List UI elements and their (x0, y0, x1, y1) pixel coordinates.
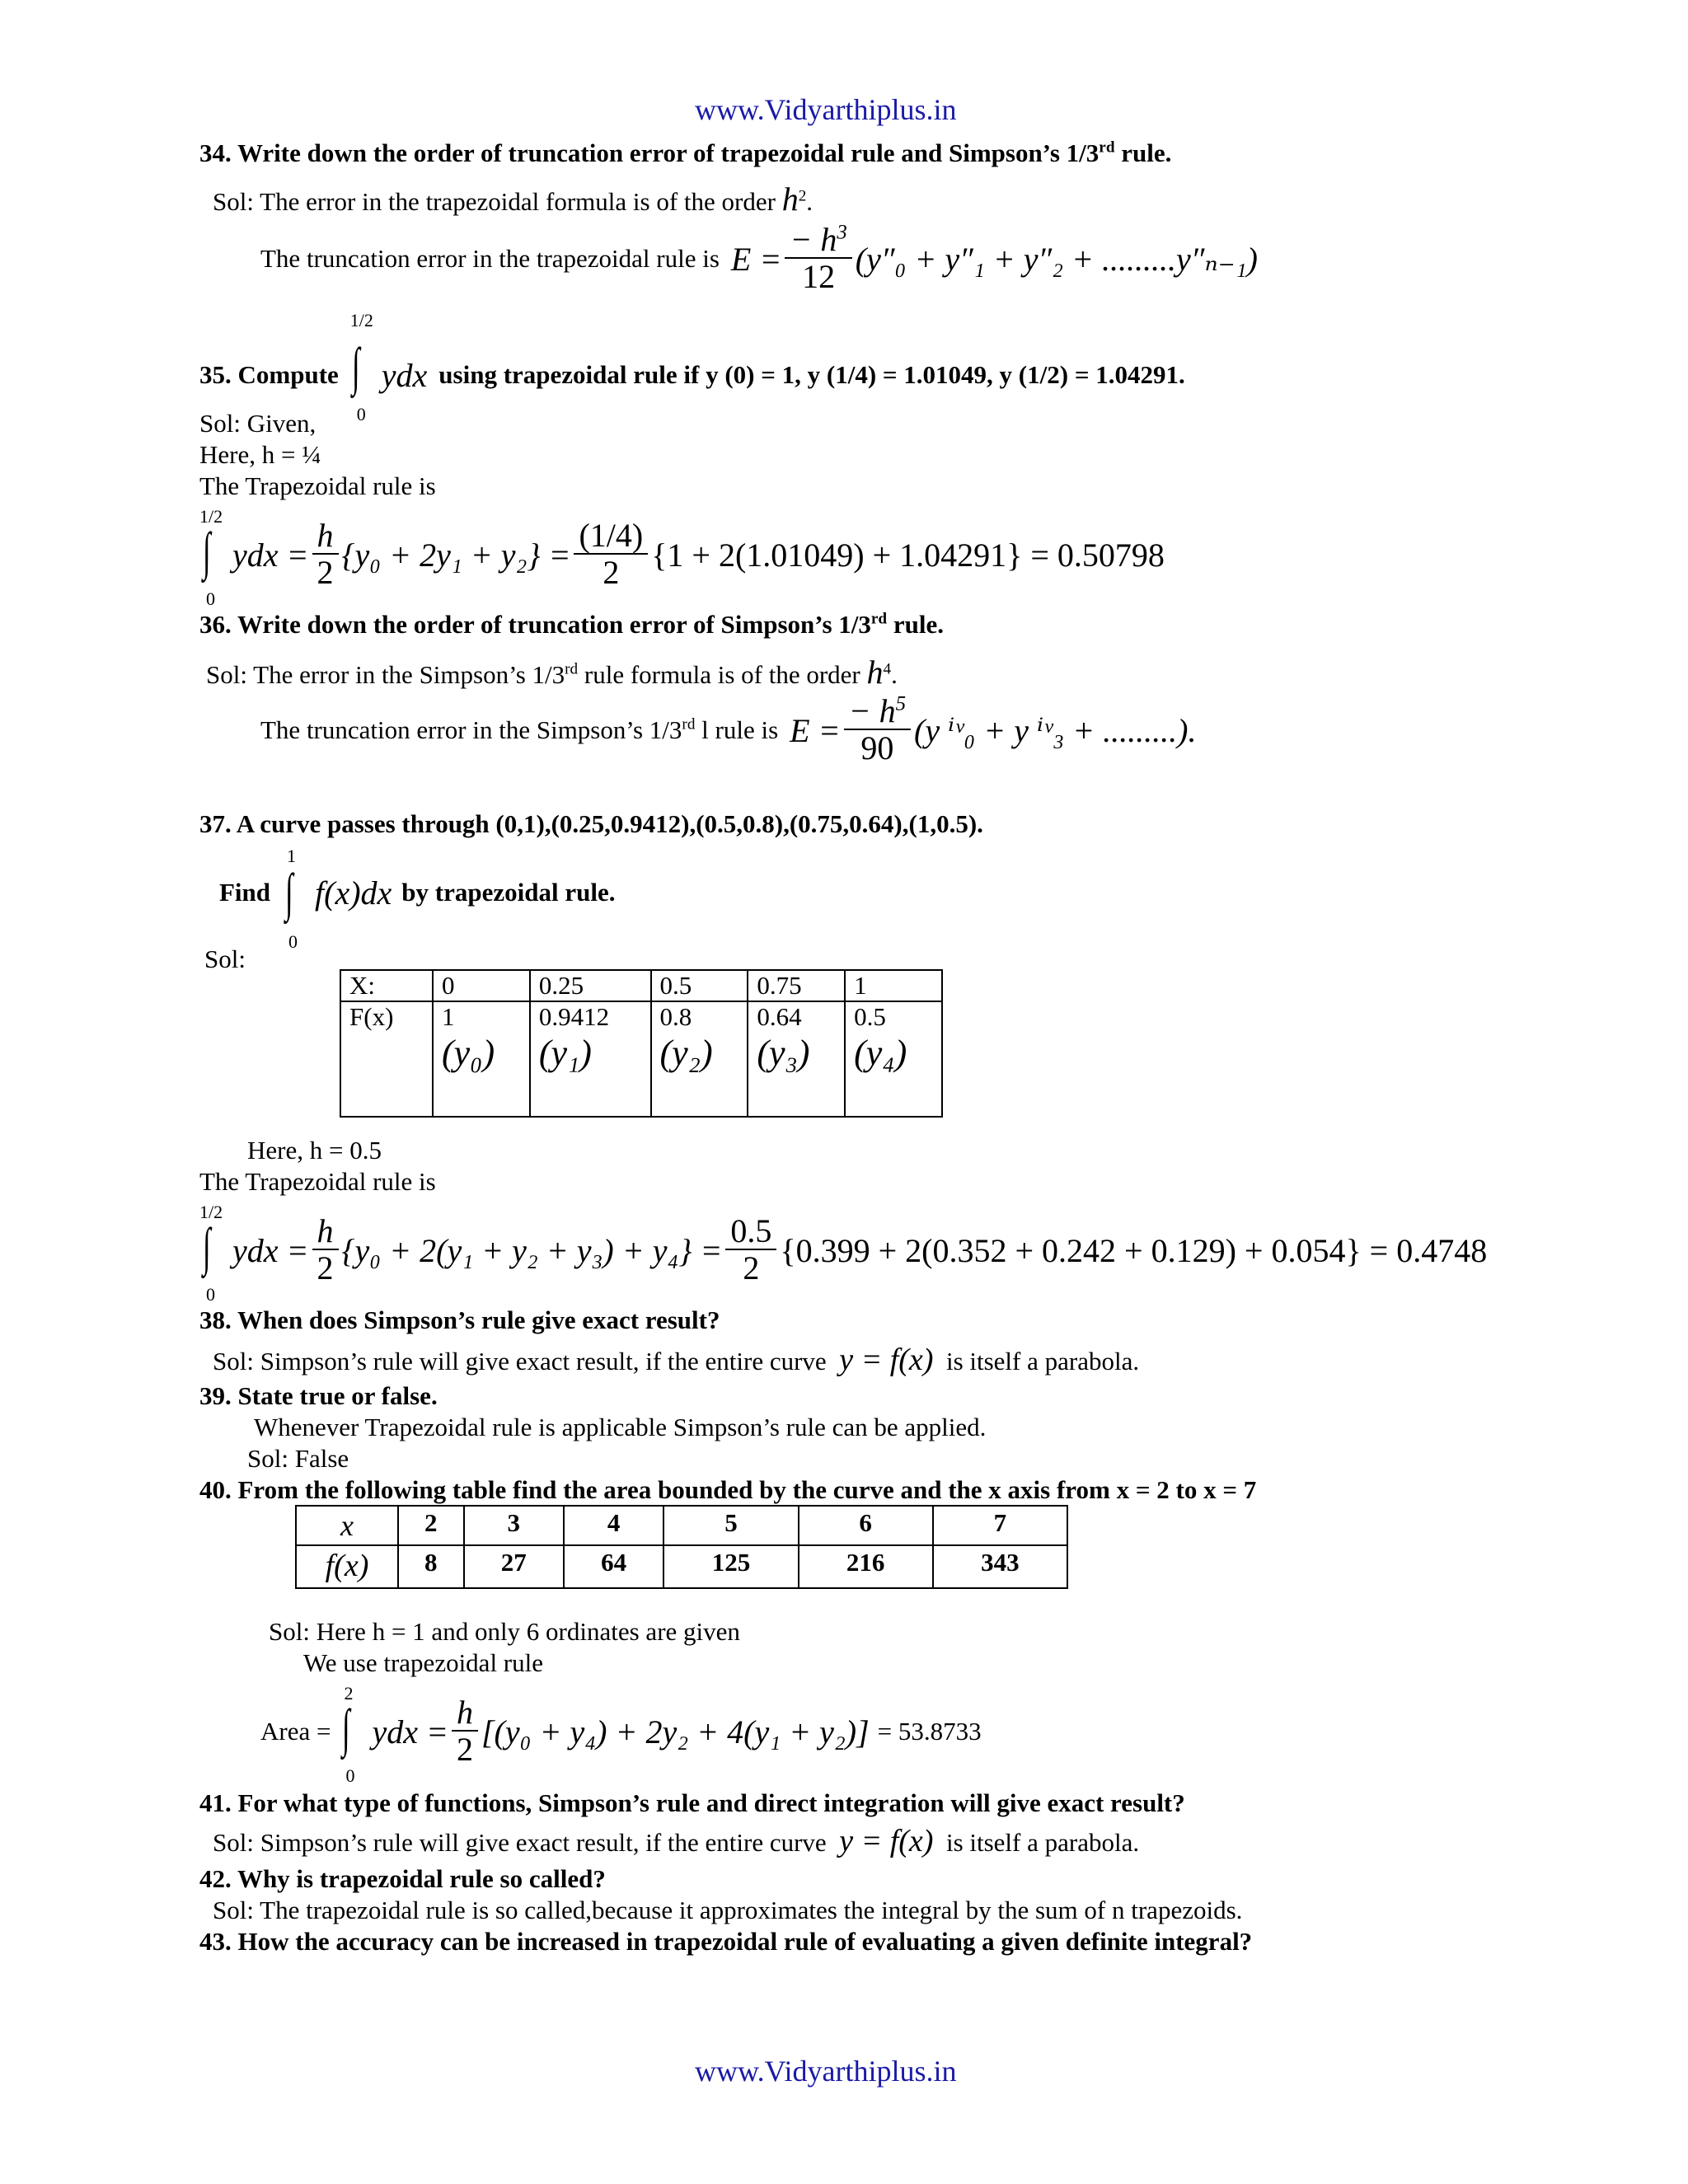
q41-title: 41. For what type of functions, Simpson’s rule and direct integration will give exact result? (199, 1788, 1185, 1817)
q34-sol-exp: 2 (798, 187, 807, 205)
q36-sol: Sol: The error in the Simpson’s 1/3rd rule formula is of the order $h^4$. (206, 654, 898, 691)
q37-formula-ydx: ydx = (232, 1231, 309, 1269)
y-label: (y₄) (854, 1033, 907, 1073)
q34-e-lhs: E = (730, 240, 782, 278)
q35-title-b: using trapezoidal rule if y (0) = 1, y (1/4) = 1.01049, y (1/2) = 1.04291. (438, 360, 1185, 389)
q36-sol-exp: 4 (883, 660, 892, 678)
q35-lower-limit: 0 (356, 404, 366, 424)
q35-upper-limit: 1/2 (349, 310, 373, 330)
q34-e-series: (y″₀ + y″₁ + y″₂ + .........y″ₙ₋₁) (855, 240, 1258, 278)
table-cell: 343 (933, 1545, 1067, 1588)
f-value: 0.9412 (538, 1002, 610, 1031)
table-cell: 1 (845, 970, 942, 1001)
table-cell: 125 (663, 1545, 798, 1588)
table-cell (845, 1001, 942, 1117)
table-row (340, 1001, 942, 1117)
q36-trunc-b: l rule is (695, 715, 779, 744)
q40-table (295, 1505, 1068, 1589)
q40-f-label: f(x) (296, 1545, 398, 1588)
y-label: (y₁) (538, 1033, 592, 1073)
q37-find-a: Find (219, 878, 271, 907)
table-cell: 64 (564, 1545, 663, 1588)
q35-integral-sign: 1/2 ∫ 0 (349, 310, 373, 424)
f-value: 1 (442, 1002, 455, 1031)
q37-formula-upper: 1/2 (199, 1202, 223, 1222)
q35-formula-upper: 1/2 (199, 506, 223, 527)
q38-sol-a: Sol: Simpson’s rule will give exact result, if the entire curve (213, 1347, 827, 1376)
q43-title: 43. How the accuracy can be increased in trapezoidal rule of evaluating a given definite integral? (199, 1927, 1253, 1956)
q37-h: h (312, 1214, 339, 1250)
q37-formula-braces: {y₀ + 2(y₁ + y₂ + y₃) + y₄} = (341, 1231, 723, 1269)
q34-title-text: 34. Write down the order of truncation error of trapezoidal rule and Simpson’s 1/3 (199, 138, 1100, 167)
q36-trunc-label (260, 715, 778, 745)
table-cell: 0 (433, 970, 530, 1001)
q36-title-sup: rd (870, 610, 888, 628)
q42-sol: Sol: The trapezoidal rule is so called,because it approximates the integral by the sum of n trapezoids. (213, 1896, 1243, 1924)
table-cell: 0.75 (748, 970, 845, 1001)
q37-den2: 2 (743, 1249, 760, 1286)
q36-title-text: 36. Write down the order of truncation error of Simpson’s 1/3 (199, 610, 871, 639)
q36-e-lhs: E = (790, 711, 841, 749)
q37-table (340, 969, 943, 1118)
q37-find (219, 846, 616, 952)
q36-sol-var: h (866, 654, 884, 691)
table-cell: 4 (564, 1506, 663, 1545)
q40-bracket-expr: [(y₀ + y₄) + 2y₂ + 4(y₁ + y₂)] (481, 1713, 870, 1750)
q40-x-label: x (296, 1506, 398, 1545)
q37-formula-h-over-2 (312, 1214, 339, 1286)
q40-two: 2 (456, 1731, 473, 1768)
q34-e-num-exp: 3 (837, 221, 847, 244)
q35-formula-integral: 1/2 ∫ 0 (199, 506, 223, 609)
q35-formula-ydx: ydx = (232, 536, 309, 574)
q37-integral-sign: 1 ∫ 0 (284, 846, 298, 952)
q35-formula-braces: {y₀ + 2y₁ + y₂} = (341, 536, 571, 574)
q37-upper-limit: 1 (287, 846, 297, 866)
table-cell: 7 (933, 1506, 1067, 1545)
q35-formula-lower: 0 (206, 588, 215, 609)
q35-h: h (312, 518, 339, 555)
q41-sol-b: is itself a parabola. (945, 1828, 1140, 1857)
q34-title-sup: rd (1099, 138, 1115, 157)
header-site-link[interactable]: www.Vidyarthiplus.in (695, 93, 957, 126)
q37-f-label: F(x) (340, 1001, 433, 1117)
q40-title: 40. From the following table find the area bounded by the curve and the x axis from x = 2 to x = 7 (199, 1475, 1257, 1504)
table-cell: 0.25 (530, 970, 651, 1001)
q38-sol (213, 1342, 1139, 1378)
f-value: 0.64 (757, 1002, 802, 1031)
q37-num2: 0.5 (725, 1214, 776, 1250)
q35-formula-quarter-over-2 (574, 518, 648, 591)
q34-title-end: rule. (1114, 138, 1172, 167)
q34-e-den: 12 (802, 258, 836, 295)
q37-two: 2 (316, 1249, 334, 1286)
q40-use: We use trapezoidal rule (303, 1648, 544, 1677)
q36-sol-a: Sol: The error in the Simpson’s 1/3 (206, 660, 565, 689)
q36-trunc-sup: rd (682, 715, 696, 733)
q40-upper-limit: 2 (344, 1683, 354, 1704)
q35-formula (199, 506, 1165, 609)
q38-title: 38. When does Simpson’s rule give exact result? (199, 1305, 720, 1334)
q37-rule-label: The Trapezoidal rule is (199, 1167, 436, 1196)
y-label: (y₃) (757, 1033, 810, 1073)
q42-title: 42. Why is trapezoidal rule so called? (199, 1864, 606, 1893)
q37-formula-result: {0.399 + 2(0.352 + 0.242 + 0.129) + 0.054} = 0.4748 (780, 1231, 1488, 1269)
q34-e-fraction (785, 223, 851, 295)
q40-sol: Sol: Here h = 1 and only 6 ordinates are given (269, 1617, 740, 1646)
q34-sol-text: Sol: The error in the trapezoidal formula is of the order (213, 187, 776, 216)
table-cell (433, 1001, 530, 1117)
q36-title (199, 610, 944, 640)
q35-formula-h-over-2 (312, 518, 339, 591)
table-cell: 2 (398, 1506, 464, 1545)
q41-sol (213, 1823, 1139, 1859)
q40-h: h (452, 1695, 478, 1732)
table-cell: 8 (398, 1545, 464, 1588)
q34-sol-var: h (781, 180, 799, 218)
q38-eq: y = f(x) (839, 1343, 934, 1377)
table-cell: 0.5 (651, 970, 748, 1001)
q37-formula (199, 1202, 1488, 1305)
q35-den2: 2 (603, 554, 620, 591)
q40-h-over-2 (452, 1695, 478, 1768)
table-cell (651, 1001, 748, 1117)
y-label: (y₂) (659, 1033, 713, 1073)
q36-e-series: (y ⁱᵛ₀ + y ⁱᵛ₃ + .........). (914, 711, 1197, 749)
q37-h-line: Here, h = 0.5 (247, 1136, 382, 1165)
table-cell: 5 (663, 1506, 798, 1545)
q35-title-a: 35. Compute (199, 360, 339, 389)
q37-formula-half-over-2 (725, 1214, 776, 1286)
q41-eq: y = f(x) (839, 1824, 934, 1858)
q36-e-fraction (844, 694, 911, 766)
q40-formula (260, 1683, 982, 1786)
q39-statement: Whenever Trapezoidal rule is applicable Simpson’s rule can be applied. (254, 1413, 987, 1441)
table-cell: 27 (464, 1545, 564, 1588)
q37-title: 37. A curve passes through (0,1),(0.25,0.9412),(0.5,0.8),(0.75,0.64),(1,0.5). (199, 809, 983, 838)
q39-title: 39. State true or false. (199, 1381, 438, 1410)
q36-e-num-exp: 5 (895, 692, 907, 715)
q35-integrand: ydx (381, 356, 428, 394)
q41-sol-a: Sol: Simpson’s rule will give exact result, if the entire curve (213, 1828, 827, 1857)
q37-formula-lower: 0 (206, 1284, 215, 1305)
table-cell: 6 (799, 1506, 933, 1545)
q34-e-num: − h (790, 221, 837, 258)
table-cell: 216 (799, 1545, 933, 1588)
table-cell: 3 (464, 1506, 564, 1545)
footer-site-link[interactable]: www.Vidyarthiplus.in (695, 2055, 957, 2088)
table-cell (530, 1001, 651, 1117)
q35-num2: (1/4) (574, 518, 648, 555)
q34-truncation (260, 223, 1258, 295)
table-cell (748, 1001, 845, 1117)
q35-formula-result: {1 + 2(1.01049) + 1.04291} = 0.50798 (651, 536, 1165, 574)
table-row (340, 970, 942, 1001)
q35-rule-label: The Trapezoidal rule is (199, 471, 436, 500)
q34-sol: Sol: The error in the trapezoidal formula is of the order $h^2$. (213, 180, 814, 218)
q40-ydx: ydx = (372, 1713, 448, 1750)
q36-trunc-a: The truncation error in the Simpson’s 1/3 (260, 715, 682, 744)
q37-x-label: X: (340, 970, 433, 1001)
q36-truncation (260, 694, 1196, 766)
q37-find-b: by trapezoidal rule. (401, 878, 616, 907)
table-row (296, 1545, 1067, 1588)
q36-e-num: − h (848, 692, 896, 729)
q36-e-den: 90 (860, 729, 894, 766)
q35-given: Sol: Given, (199, 409, 316, 438)
q40-area-label: Area = (260, 1717, 331, 1746)
table-row (296, 1506, 1067, 1545)
q34-trunc-text: The truncation error in the trapezoidal rule is (260, 244, 720, 273)
q36-title-end: rule. (887, 610, 944, 639)
q37-formula-integral: 1/2 ∫ 0 (199, 1202, 223, 1305)
f-value: 0.5 (854, 1002, 886, 1031)
q35-h-line: Here, h = ¼ (199, 440, 321, 469)
q36-sol-b: rule formula is of the order (578, 660, 860, 689)
q40-result: = 53.8733 (877, 1717, 982, 1746)
q37-lower-limit: 0 (288, 931, 298, 952)
q40-integral-sign: 2 ∫ 0 (342, 1683, 355, 1786)
q37-sol-label: Sol: (204, 944, 246, 973)
q37-integrand: f(x)dx (315, 874, 392, 912)
q36-sol-sup: rd (565, 660, 579, 678)
q34-title (199, 138, 1171, 168)
q38-sol-b: is itself a parabola. (945, 1347, 1140, 1376)
q35-two: 2 (316, 554, 334, 591)
q39-sol: Sol: False (247, 1444, 349, 1473)
y-label: (y₀) (442, 1033, 495, 1073)
q40-lower-limit: 0 (345, 1765, 355, 1786)
f-value: 0.8 (659, 1002, 692, 1031)
